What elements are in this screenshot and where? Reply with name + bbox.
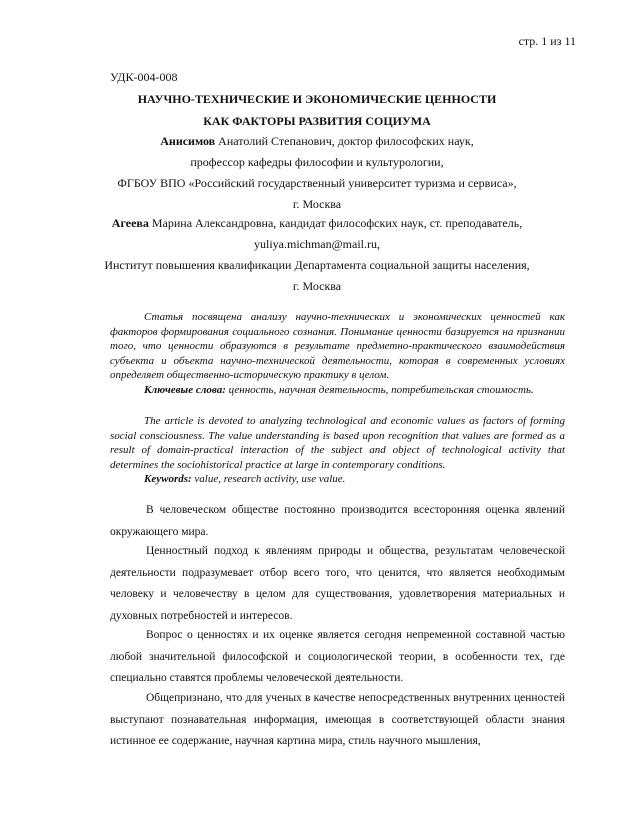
abstract-ru xyxy=(110,310,565,397)
keywords-ru-label: Ключевые слова: xyxy=(144,383,226,396)
author1-surname: Анисимов xyxy=(160,134,216,148)
keywords-en-label: Keywords: xyxy=(144,473,192,485)
article-title-line-1: НАУЧНО-ТЕХНИЧЕСКИЕ И ЭКОНОМИЧЕСКИЕ ЦЕННОСТИ xyxy=(137,92,497,106)
udk-code: УДК-004-008 xyxy=(110,70,178,84)
body-paragraph-text: Вопрос о ценностях и их оценке является сегодня непременной составной частью любой значительной философской и социологической теории, в особенности тех, где специально ставятся проблемы человеческой деятельности. xyxy=(110,629,565,684)
body-paragraph xyxy=(110,688,565,753)
abstract-ru-text: Статья посвящена анализу научно-технических и экономических ценностей как факторов формирования социального сознания. Понимание ценности базируется на признании того, что ценности образуются в результате предметно-практического взаимодействия субъекта и объекта научно-технической деятельности, которая в современных условиях определяет общественно-историческую практику в целом. xyxy=(110,311,565,381)
author2-org: Институт повышения квалификации Департамента социальной защиты населения, xyxy=(104,258,530,272)
article-title-line-2: КАК ФАКТОРЫ РАЗВИТИЯ СОЦИУМА xyxy=(203,114,431,128)
author1-line xyxy=(60,134,574,149)
page-number: стр. 1 из 11 xyxy=(518,34,576,48)
author1-details: Анатолий Степанович, доктор философских наук, xyxy=(215,134,474,148)
body-paragraph xyxy=(110,541,565,627)
author2-surname: Агеева xyxy=(111,216,149,230)
abstract-en-text: The article is devoted to analyzing technological and economic values as factors of forming social consciousness. The value understanding is based upon recognition that values are formed as a result of domain-practical interaction of the subject and object of technological activity that determines the sociohistorical practice at large in contemporary conditions. xyxy=(110,415,565,471)
keywords-ru xyxy=(110,383,565,398)
body-paragraph-text: Ценностный подход к явлениям природы и общества, результатам человеческой деятельности подразумевает отбор всего того, что ценится, что является необходимым человеку и человечеству в целом для существования, удовлетворения материальных и духовных потребностей и интересов. xyxy=(110,545,565,622)
author2-email[interactable]: yuliya.michman@mail.ru, xyxy=(253,237,381,251)
keywords-en-text: value, research activity, use value. xyxy=(191,473,346,485)
body-paragraph xyxy=(110,500,565,543)
author2-details: Марина Александровна, кандидат философских наук, ст. преподаватель, xyxy=(148,216,523,230)
author1-org: ФГБОУ ВПО «Российский государственный университет туризма и сервиса», xyxy=(117,176,517,190)
author1-city: г. Москва xyxy=(292,197,342,211)
author2-city: г. Москва xyxy=(292,279,342,293)
author1-position: профессор кафедры философии и культурологии, xyxy=(190,155,444,169)
body-paragraph-text: Общепризнано, что для ученых в качестве непосредственных внутренних ценностей выступают познавательная информация, имеющая в соответствующей области знания истинное ее содержание, научная картина мира, стиль научного мышления, xyxy=(110,692,565,747)
body-paragraph-text: В человеческом обществе постоянно производится всесторонняя оценка явлений окружающего мира. xyxy=(110,504,565,538)
keywords-ru-text: ценность, научная деятельность, потребительская стоимость. xyxy=(225,383,534,396)
author2-line xyxy=(60,216,574,231)
body-paragraph xyxy=(110,625,565,690)
keywords-en xyxy=(110,472,565,487)
abstract-en xyxy=(110,414,565,487)
